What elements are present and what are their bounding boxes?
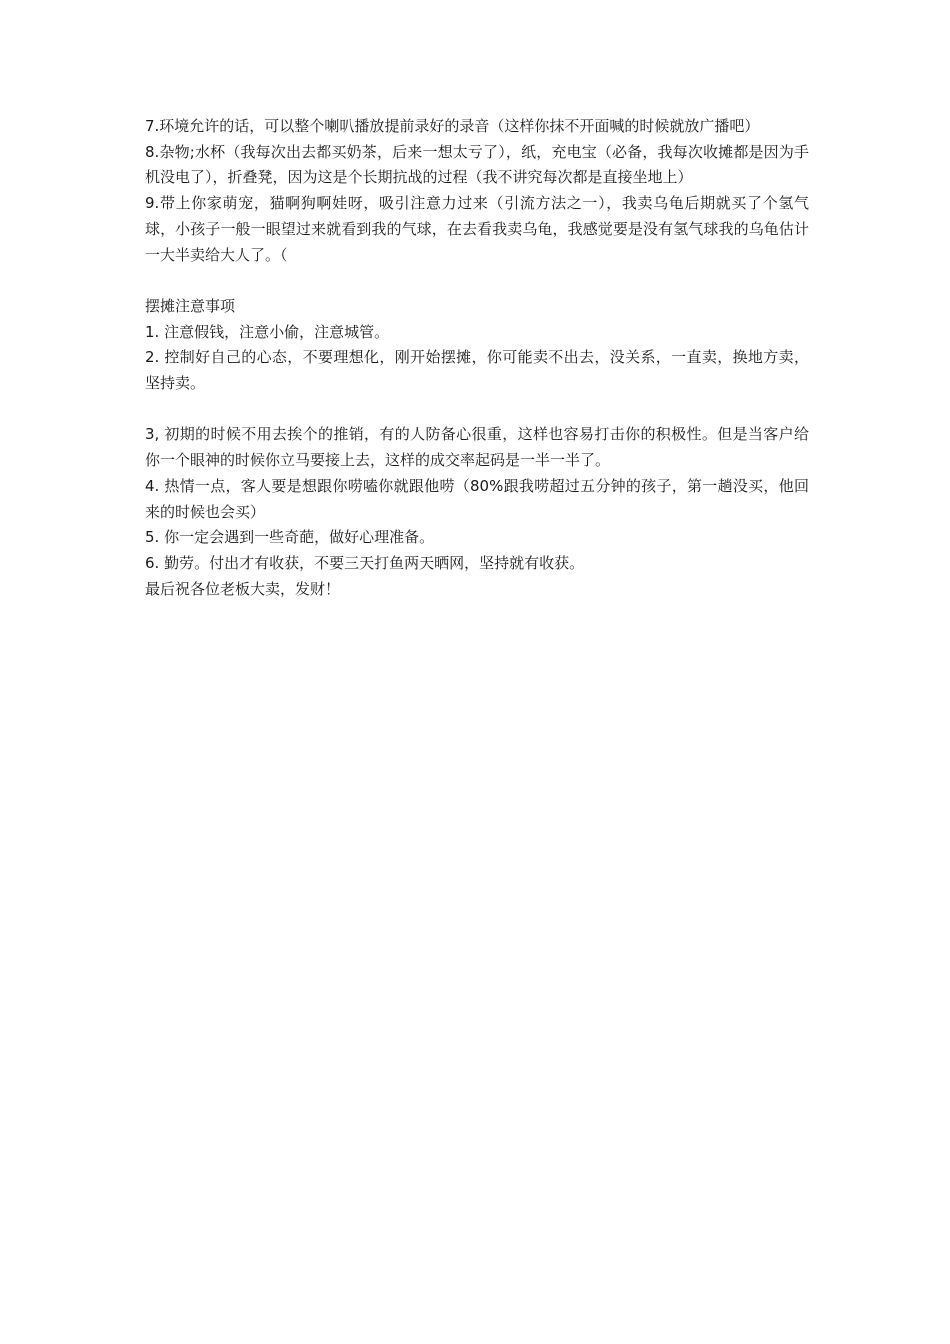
- note-item-6: 6. 勤劳。付出才有收获，不要三天打鱼两天晒网，坚持就有收获。: [145, 553, 585, 572]
- document-page: [145, 114, 809, 602]
- note-item-4: 4. 热情一点，客人要是想跟你唠嗑你就跟他唠（80%跟我唠超过五分钟的孩子，第一趟没买，他回来的时候也会买）: [145, 476, 809, 521]
- notes-heading: 摆摊注意事项: [145, 296, 236, 315]
- tip-8: 8.杂物;水杯（我每次出去都买奶茶，后来一想太亏了），纸，充电宝（必备，我每次收摊都是因为手机没电了），折叠凳，因为这是个长期抗战的过程（我不讲究每次都是直接坐地上）: [145, 142, 809, 187]
- paragraph-gap: [145, 397, 809, 423]
- note-item-1: 1. 注意假钱，注意小偷，注意城管。: [145, 322, 390, 341]
- note-item-3: 3, 初期的时候不用去挨个的推销，有的人防备心很重，这样也容易打击你的积极性。但是当客户给你一个眼神的时候你立马要接上去，这样的成交率起码是一半一半了。: [145, 425, 809, 470]
- note-item-5: 5. 你一定会遇到一些奇葩，做好心理准备。: [145, 528, 435, 547]
- closing-line: 最后祝各位老板大卖，发财！: [145, 579, 341, 598]
- note-item-2: 2. 控制好自己的心态，不要理想化，刚开始摆摊，你可能卖不出去，没关系，一直卖，换地方卖，坚持卖。: [145, 348, 809, 393]
- tip-7: 7.环境允许的话，可以整个喇叭播放提前录好的录音（这样你抹不开面喊的时候就放广播吧）: [145, 117, 760, 135]
- paragraph-gap: [145, 268, 809, 294]
- tip-9: 9.带上你家萌宠，猫啊狗啊娃呀，吸引注意力过来（引流方法之一），我卖乌龟后期就买了个氢气球，小孩子一般一眼望过来就看到我的气球，在去看我卖乌龟，我感觉要是没有氢气球我的乌龟估计一大半卖给大人了。（: [145, 194, 809, 264]
